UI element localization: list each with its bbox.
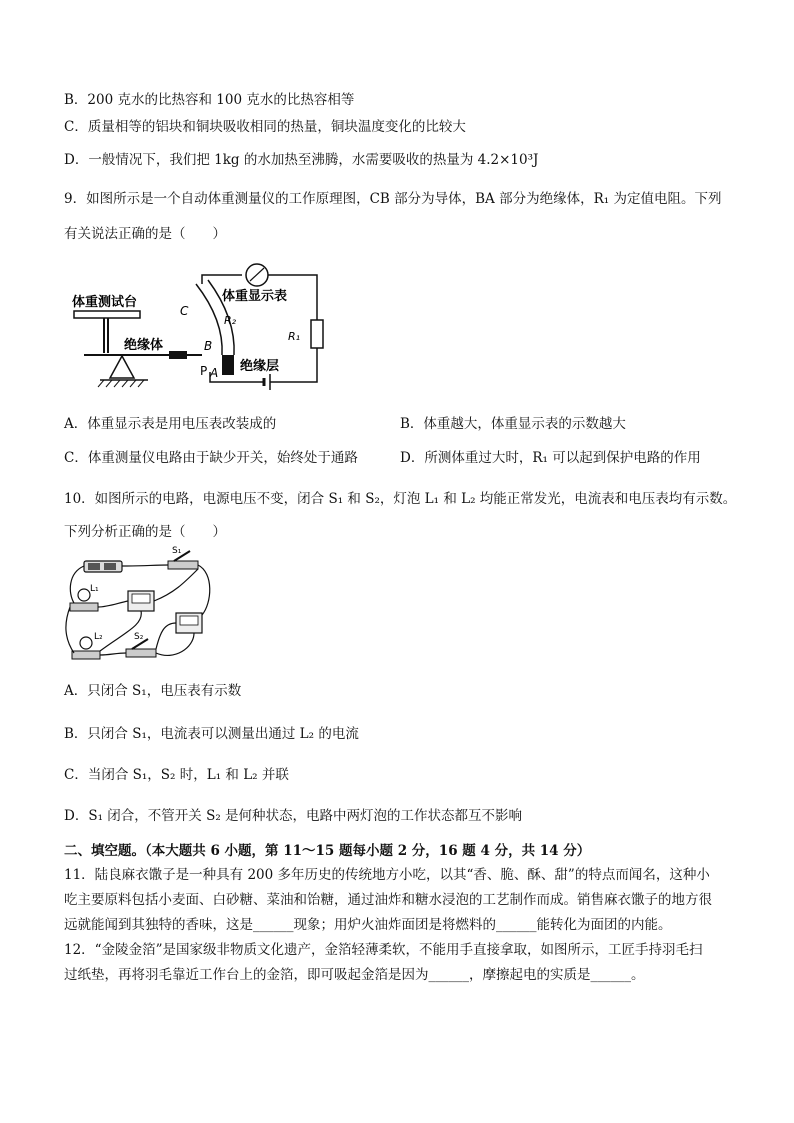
svg-text:A: A [210,366,219,380]
svg-text:C: C [180,304,189,318]
q10-option-b: B．只闭合 S₁，电流表可以测量出通过 L₂ 的电流 [64,726,359,742]
section-2-heading: 二、填空题。（本大题共 6 小题，第 11～15 题每小题 2 分，16 题 4 分，共 14 分） [64,843,591,859]
svg-text:绝缘层: 绝缘层 [240,359,280,374]
lamp-l1 [78,589,90,601]
q8-option-d: D．一般情况下，我们把 1kg 的水加热至沸腾，水需要吸收的热量为 4.2×10³J [64,152,539,168]
q10-figure [64,543,214,668]
q11-line-2: 吃主要原料包括小麦面、白砂糖、菜油和饴糖，通过油炸和糖水浸泡的工艺制作而成。销售麻衣馓子的地方很 [64,892,712,908]
svg-text:R₂: R₂ [224,314,237,327]
q9-option-a: A．体重显示表是用电压表改装成的 [64,416,277,432]
q9-option-b: B．体重越大，体重显示表的示数越大 [400,416,626,432]
platform-plate [74,311,140,318]
q10-stem-1: 10．如图所示的电路，电源电压不变，闭合 S₁ 和 S₂，灯泡 L₁ 和 L₂ 均能正常发光，电流表和电压表均有示数。 [64,491,737,507]
svg-text:R₁: R₁ [288,330,301,343]
svg-text:S₂: S₂ [134,632,144,642]
q10-stem-2: 下列分析正确的是（ ） [64,524,226,540]
svg-text:P: P [200,364,208,378]
q8-option-b: B．200 克水的比热容和 100 克水的比热容相等 [64,92,355,108]
q9-figure [64,260,324,400]
platform-label: 体重测试台 [72,295,138,310]
q12-line-2: 过纸垫，再将羽毛靠近工作台上的金箔，即可吸起金箔是因为______，摩擦起电的实质是______。 [64,967,645,983]
q11-line-3: 远就能闻到其独特的香味，这是______现象；用炉火油炸面团是将燃料的______能转化为面团的内能。 [64,917,672,933]
svg-text:B: B [204,339,213,353]
svg-text:L₁: L₁ [90,584,99,594]
svg-text:L₂: L₂ [94,632,103,642]
q12-line-1: 12．“金陵金箔”是国家级非物质文化遗产，金箔轻薄柔软，不能用手直接拿取，如图所示，工匠手持羽毛扫 [64,942,703,958]
insulating-layer [222,355,234,375]
switch-s2 [126,649,156,657]
q9-option-c: C．体重测量仪电路由于缺少开关，始终处于通路 [64,450,358,466]
svg-text:S₁: S₁ [172,546,182,556]
lamp-l1-base [70,603,98,611]
resistor-r1 [311,320,323,348]
q10-option-d: D．S₁ 闭合，不管开关 S₂ 是何种状态，电路中两灯泡的工作状态都互不影响 [64,808,523,824]
insulator-label: 绝缘体 [124,338,164,353]
lamp-l2-base [72,651,100,659]
q8-option-c: C．质量相等的铝块和铜块吸收相同的热量，铜块温度变化的比较大 [64,119,466,135]
q10-option-a: A．只闭合 S₁，电压表有示数 [64,683,242,699]
q11-line-1: 11．陆良麻衣馓子是一种具有 200 多年历史的传统地方小吃，以其“香、脆、酥、甜”的特点而闻名，这种小 [64,867,710,883]
q9-option-d: D．所测体重过大时，R₁ 可以起到保护电路的作用 [400,450,701,466]
pivot-triangle [110,356,134,378]
q9-stem-2: 有关说法正确的是（ ） [64,226,226,242]
q10-option-c: C．当闭合 S₁，S₂ 时，L₁ 和 L₂ 并联 [64,767,289,783]
svg-text:体重显示表: 体重显示表 [222,289,288,304]
q9-stem-1: 9．如图所示是一个自动体重测量仪的工作原理图，CB 部分为导体，BA 部分为绝缘体，R₁ 为定值电阻。下列 [64,191,722,207]
switch-s1 [168,561,198,569]
lamp-l2 [80,637,92,649]
